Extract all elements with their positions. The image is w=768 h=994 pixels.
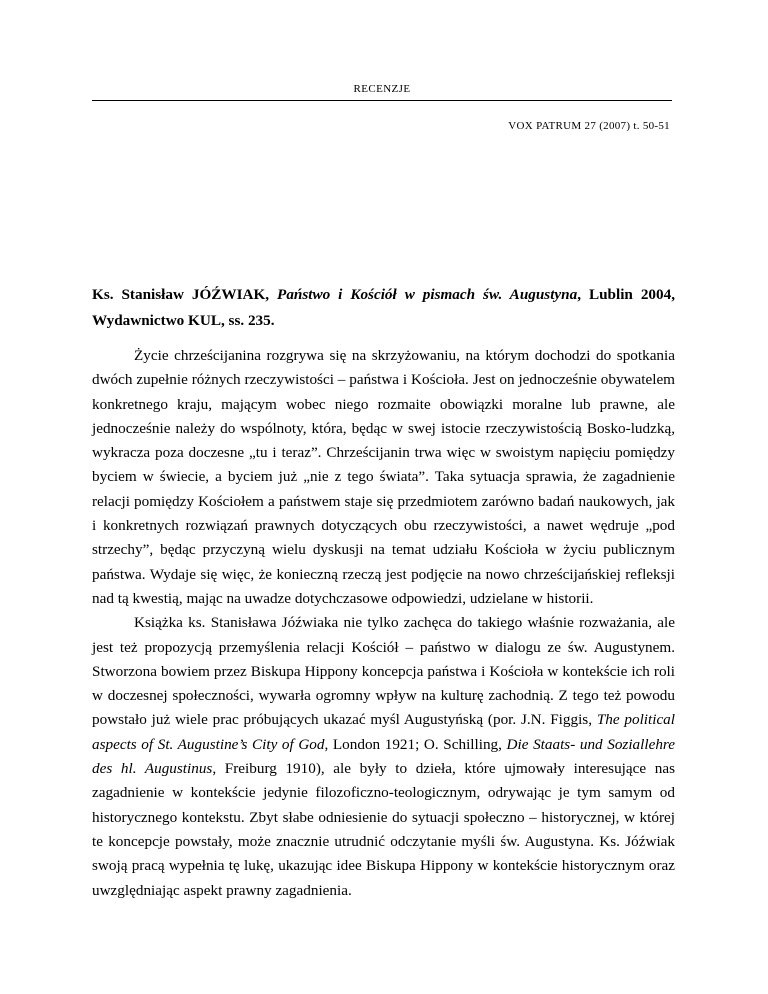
review-body (92, 344, 675, 903)
journal-reference: VOX PATRUM 27 (2007) t. 50-51 (508, 120, 670, 132)
paragraph-2-text-a: Książka ks. Stanisława Jóźwiaka nie tylko zachęca do takiego właśnie rozważania, ale jest też propozycją przemyślenia relacji Kościół – państwo w dialogu ze św. Augustynem. Stworzona bowiem przez Biskupa Hippony koncepcja państwa i Kościoła w kontekście ich roli w doczesnej społeczności, wywarła ogromny wpływ na kulturę zachodnią. Z tego też powodu powstało już wiele prac próbujących ukazać myśl Augustyńską (por. J.N. Figgis, (92, 614, 675, 729)
paragraph-2 (92, 611, 675, 903)
citation-figgis: The political aspects of St. Augustine’s City of God (92, 711, 676, 753)
header-rule (92, 100, 672, 101)
book-publication: , Lublin 2004, Wydawnictwo KUL, ss. 235. (92, 286, 675, 329)
paragraph-1: Życie chrześcijanina rozgrywa się na skrzyżowaniu, na którym dochodzi do spotkania dwóch zupełnie różnych rzeczywistości – państwa i Kościoła. Jest on jednocześnie obywatelem konkretnego kraju, mającym wobec niego rozmaite obowiązki moralne lub prawne, ale jednocześnie należy do wspólnoty, która, będąc w swej istocie rzeczywistością Bosko-ludzką, wykracza poza doczesne „tu i teraz”. Chrześcijanin trwa więc w swoistym napięciu pomiędzy byciem w świecie, a byciem już „nie z tego świata”. Taka sytuacja sprawia, że zagadnienie relacji pomiędzy Kościołem a państwem staje się przedmiotem zarówno badań naukowych, jak i konkretnych rozwiązań prawnych dotyczących obu rzeczywistości, a nawet wędruje „pod strzechy”, będąc przyczyną wielu dyskusji na temat udziału Kościoła w życiu publicznym państwa. Wydaje się więc, że konieczną rzeczą jest podjęcie na nowo chrześcijańskiej refleksji nad tą kwestią, mając na uwadze dotychczasowe odpowiedzi, udzielane w historii. (92, 347, 675, 607)
paragraph-2-text-c: , Freiburg 1910), ale były to dzieła, które ujmowały interesujące nas zagadnienie w kontekście jedynie filozoficzno-teologicznym, odrywając je tym samym od historycznego kontekstu. Zbyt słabe odniesienie do sytuacji społeczno – historycznej, w której te koncepcje powstały, może znacznie utrudnić odczytanie myśli św. Augustyna. Ks. Jóźwiak swoją pracą wypełnia tę lukę, ukazując idee Biskupa Hippony w kontekście historycznym oraz uwzględniając aspekt prawny zagadnienia. (92, 760, 675, 899)
section-header: RECENZJE (353, 83, 411, 95)
book-title: Państwo i Kościół w pismach św. Augustyna (277, 286, 578, 303)
book-author: Ks. Stanisław JÓŹWIAK, (92, 286, 270, 303)
citation-schilling: Die Staats- und Soziallehre des hl. Augustinus (92, 735, 676, 778)
paragraph-2-text-b: , London 1921; O. Schilling, (324, 735, 507, 753)
review-heading (92, 282, 675, 334)
